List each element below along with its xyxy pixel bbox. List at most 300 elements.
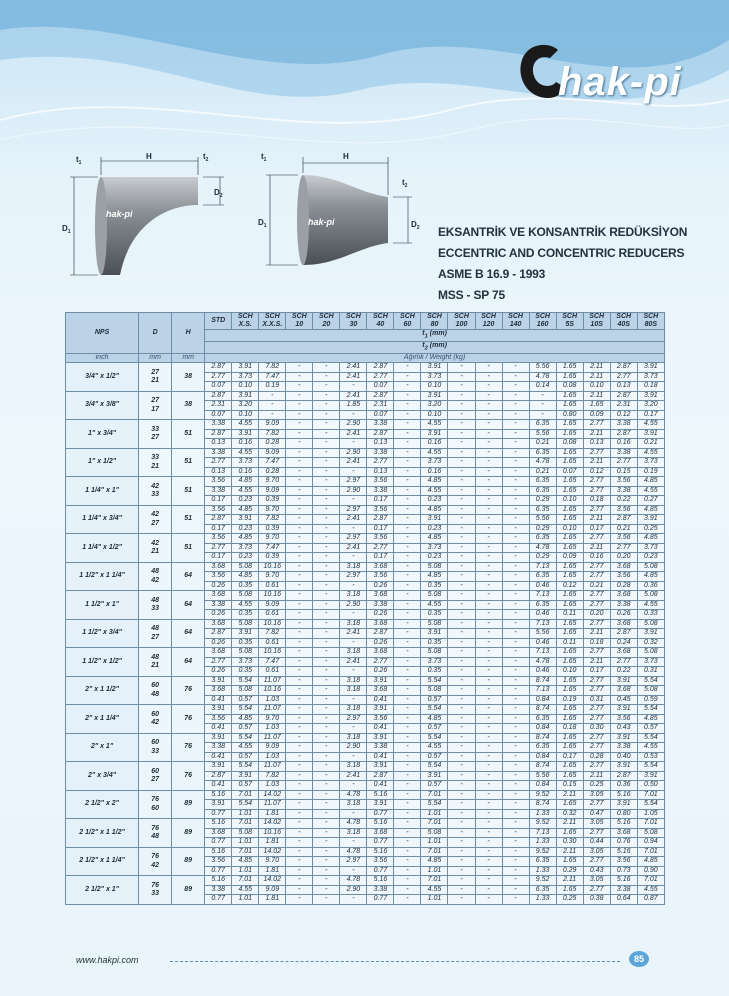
cell-d bbox=[139, 648, 172, 677]
heading-english: ECCENTRIC AND CONCENTRIC REDUCERS bbox=[438, 246, 685, 260]
cell-value: 3.91 bbox=[610, 733, 637, 743]
table-row bbox=[66, 363, 665, 373]
cell-value: 4.85 bbox=[637, 572, 664, 582]
cell-value: 0.11 bbox=[556, 610, 583, 620]
cell-value: 0.29 bbox=[529, 496, 556, 506]
cell-value: - bbox=[502, 733, 529, 743]
cell-value: 0.35 bbox=[232, 667, 259, 677]
cell-value: - bbox=[475, 543, 502, 553]
cell-value: - bbox=[394, 543, 421, 553]
cell-value: - bbox=[340, 809, 367, 819]
cell-value: 0.77 bbox=[205, 838, 232, 848]
cell-value: 2.77 bbox=[583, 591, 610, 601]
cell-value: 0.25 bbox=[583, 781, 610, 791]
cell-value: 3.68 bbox=[367, 562, 394, 572]
cell-value: 3.68 bbox=[610, 648, 637, 658]
cell-value: - bbox=[394, 591, 421, 601]
cell-value: 2.97 bbox=[340, 505, 367, 515]
cell-nps: 2 1/2" x 2" bbox=[66, 790, 139, 819]
cell-value: 5.16 bbox=[205, 847, 232, 857]
cell-value: 0.38 bbox=[583, 895, 610, 905]
cell-value: - bbox=[529, 410, 556, 420]
cell-value: 3.38 bbox=[610, 885, 637, 895]
cell-value: 4.85 bbox=[421, 857, 448, 867]
header-schedule bbox=[313, 313, 340, 330]
cell-value: - bbox=[475, 458, 502, 468]
cell-value: 14.02 bbox=[259, 876, 286, 886]
cell-value: 5.16 bbox=[610, 847, 637, 857]
cell-value: 3.18 bbox=[340, 733, 367, 743]
cell-value: 0.57 bbox=[421, 781, 448, 791]
cell-value: 0.25 bbox=[637, 524, 664, 534]
cell-value: - bbox=[502, 638, 529, 648]
cell-value: 0.17 bbox=[583, 667, 610, 677]
cell-value: 3.18 bbox=[340, 800, 367, 810]
cell-value: 5.08 bbox=[637, 591, 664, 601]
cell-value: 2.77 bbox=[583, 828, 610, 838]
cell-value: 4.55 bbox=[421, 486, 448, 496]
cell-value: 2.77 bbox=[583, 486, 610, 496]
cell-value: 2.41 bbox=[340, 372, 367, 382]
cell-value: - bbox=[394, 724, 421, 734]
cell-value: - bbox=[340, 895, 367, 905]
cell-value: - bbox=[286, 591, 313, 601]
cell-value: 1.65 bbox=[556, 591, 583, 601]
cell-value: 0.28 bbox=[259, 467, 286, 477]
cell-value: - bbox=[475, 847, 502, 857]
cell-h: 51 bbox=[172, 448, 205, 477]
cell-value: - bbox=[313, 809, 340, 819]
cell-value: 7.47 bbox=[259, 543, 286, 553]
cell-value: - bbox=[340, 667, 367, 677]
eccentric-reducer-body bbox=[101, 177, 198, 275]
cell-value: - bbox=[313, 439, 340, 449]
cell-value: 6.35 bbox=[529, 505, 556, 515]
cell-value: - bbox=[286, 477, 313, 487]
cell-value: 3.56 bbox=[205, 572, 232, 582]
header-h: H bbox=[172, 313, 205, 354]
footer-website-link[interactable]: www.hakpi.com bbox=[76, 955, 139, 965]
cell-value: 3.91 bbox=[610, 676, 637, 686]
cell-value: 5.08 bbox=[421, 828, 448, 838]
cell-value: - bbox=[313, 686, 340, 696]
cell-value: 0.07 bbox=[367, 382, 394, 392]
cell-value: 3.68 bbox=[610, 828, 637, 838]
cell-value: 1.65 bbox=[556, 629, 583, 639]
cell-value: - bbox=[394, 667, 421, 677]
cell-value: 2.77 bbox=[367, 657, 394, 667]
cell-value: 3.73 bbox=[232, 372, 259, 382]
cell-value: - bbox=[448, 667, 475, 677]
cell-value: - bbox=[394, 534, 421, 544]
cell-value: 5.54 bbox=[421, 800, 448, 810]
cell-value: 0.41 bbox=[367, 752, 394, 762]
cell-value: - bbox=[502, 790, 529, 800]
cell-value: 3.56 bbox=[610, 534, 637, 544]
cell-value: 0.18 bbox=[556, 724, 583, 734]
cell-value: 1.65 bbox=[556, 714, 583, 724]
cell-value: 6.35 bbox=[529, 600, 556, 610]
cell-h: 64 bbox=[172, 591, 205, 620]
cell-value: - bbox=[448, 448, 475, 458]
cell-value: 3.91 bbox=[205, 733, 232, 743]
cell-value: - bbox=[448, 629, 475, 639]
cell-value: 1.65 bbox=[556, 648, 583, 658]
cell-value: - bbox=[286, 467, 313, 477]
cell-value: 0.46 bbox=[529, 581, 556, 591]
cell-value: 0.61 bbox=[259, 667, 286, 677]
cell-value: 5.54 bbox=[421, 705, 448, 715]
svg-text:t1 bbox=[261, 152, 267, 163]
header-schedule bbox=[394, 313, 421, 330]
cell-value: - bbox=[394, 429, 421, 439]
cell-value: - bbox=[502, 515, 529, 525]
cell-value: - bbox=[286, 629, 313, 639]
schedule-label: SCH bbox=[237, 313, 253, 320]
cell-value: - bbox=[502, 363, 529, 373]
dim-label-h-1: H bbox=[146, 152, 152, 161]
cell-value: - bbox=[394, 752, 421, 762]
cell-value: 0.17 bbox=[637, 410, 664, 420]
cell-value: 2.97 bbox=[340, 857, 367, 867]
cell-value: 0.46 bbox=[529, 667, 556, 677]
cell-value: - bbox=[286, 572, 313, 582]
cell-value: 1.65 bbox=[556, 477, 583, 487]
table-row bbox=[66, 534, 665, 544]
cell-value: 3.56 bbox=[610, 572, 637, 582]
cell-value: 5.54 bbox=[637, 705, 664, 715]
cell-value: - bbox=[394, 496, 421, 506]
cell-value: 3.68 bbox=[367, 648, 394, 658]
cell-value: 3.73 bbox=[421, 458, 448, 468]
page-number-badge: 85 bbox=[629, 951, 649, 967]
cell-value: 9.70 bbox=[259, 505, 286, 515]
cell-value: 3.38 bbox=[205, 448, 232, 458]
cell-value: 0.12 bbox=[610, 410, 637, 420]
cell-value: - bbox=[502, 553, 529, 563]
cell-value: - bbox=[286, 686, 313, 696]
brand-name: hak-pi bbox=[558, 60, 682, 104]
schedule-value: 40S bbox=[617, 321, 630, 328]
cell-value: - bbox=[394, 686, 421, 696]
cell-value: - bbox=[313, 382, 340, 392]
dim-sub-t2-2: 2 bbox=[404, 183, 408, 189]
cell-value: - bbox=[340, 752, 367, 762]
cell-value: - bbox=[340, 581, 367, 591]
cell-value: 1.03 bbox=[259, 781, 286, 791]
cell-value: 4.55 bbox=[637, 486, 664, 496]
cell-value: - bbox=[448, 714, 475, 724]
cell-d bbox=[139, 733, 172, 762]
cell-value: 3.91 bbox=[232, 429, 259, 439]
cell-value: 5.16 bbox=[367, 847, 394, 857]
cell-value: 2.77 bbox=[205, 543, 232, 553]
cell-d1: 48 bbox=[151, 653, 160, 661]
cell-value: - bbox=[286, 724, 313, 734]
cell-d2: 33 bbox=[151, 605, 160, 613]
cell-value: - bbox=[448, 648, 475, 658]
cell-value: 3.56 bbox=[367, 534, 394, 544]
cell-value: 3.91 bbox=[232, 771, 259, 781]
cell-value: 2.77 bbox=[583, 505, 610, 515]
cell-value: 0.61 bbox=[259, 581, 286, 591]
cell-value: - bbox=[502, 610, 529, 620]
cell-value: 2.77 bbox=[610, 372, 637, 382]
cell-h: 89 bbox=[172, 847, 205, 876]
svg-text:H bbox=[146, 152, 152, 161]
cell-value: 3.91 bbox=[421, 429, 448, 439]
cell-value: 2.77 bbox=[205, 372, 232, 382]
cell-value: - bbox=[448, 619, 475, 629]
cell-value: 0.35 bbox=[421, 667, 448, 677]
cell-d1: 48 bbox=[151, 596, 160, 604]
cell-value: - bbox=[502, 448, 529, 458]
schedule-value: X.X.S. bbox=[262, 321, 283, 328]
dim-label-d2-1: D bbox=[214, 188, 220, 197]
cell-value: 3.38 bbox=[610, 486, 637, 496]
header-d: D bbox=[139, 313, 172, 354]
cell-value: 3.05 bbox=[583, 819, 610, 829]
cell-value: 3.73 bbox=[232, 543, 259, 553]
cell-value: 1.33 bbox=[529, 866, 556, 876]
cell-value: 9.09 bbox=[259, 448, 286, 458]
cell-value: 0.16 bbox=[232, 467, 259, 477]
cell-value: 5.08 bbox=[421, 686, 448, 696]
cell-value: 9.70 bbox=[259, 572, 286, 582]
cell-value: 9.70 bbox=[259, 534, 286, 544]
cell-value: 4.55 bbox=[232, 420, 259, 430]
cell-value: 1.65 bbox=[556, 657, 583, 667]
cell-value: - bbox=[502, 543, 529, 553]
cell-d bbox=[139, 619, 172, 648]
cell-value: 5.08 bbox=[232, 591, 259, 601]
cell-value: - bbox=[502, 866, 529, 876]
cell-value: 1.33 bbox=[529, 809, 556, 819]
cell-value: 0.77 bbox=[367, 809, 394, 819]
cell-value: 4.55 bbox=[637, 885, 664, 895]
cell-value: 3.68 bbox=[205, 562, 232, 572]
cell-value: 3.91 bbox=[610, 705, 637, 715]
cell-value: 0.26 bbox=[205, 638, 232, 648]
cell-value: - bbox=[340, 467, 367, 477]
cell-value: - bbox=[313, 800, 340, 810]
cell-value: - bbox=[502, 800, 529, 810]
cell-value: 1.65 bbox=[556, 733, 583, 743]
cell-value: 0.23 bbox=[232, 553, 259, 563]
cell-value: - bbox=[313, 391, 340, 401]
cell-value: 2.41 bbox=[340, 515, 367, 525]
cell-nps: 2" x 1 1/2" bbox=[66, 676, 139, 705]
cell-value: 8.74 bbox=[529, 762, 556, 772]
cell-value: 0.14 bbox=[529, 382, 556, 392]
cell-value: 3.38 bbox=[367, 743, 394, 753]
schedule-label: SCH bbox=[454, 313, 469, 320]
table-row bbox=[66, 591, 665, 601]
cell-value: 4.78 bbox=[529, 657, 556, 667]
cell-value: - bbox=[313, 372, 340, 382]
cell-value: 2.41 bbox=[340, 543, 367, 553]
cell-value: 1.01 bbox=[421, 866, 448, 876]
cell-value: - bbox=[448, 372, 475, 382]
cell-value: 5.16 bbox=[367, 819, 394, 829]
table-row bbox=[66, 790, 665, 800]
cell-value: - bbox=[286, 401, 313, 411]
cell-value: 4.85 bbox=[421, 534, 448, 544]
cell-value: 0.53 bbox=[637, 752, 664, 762]
cell-h: 89 bbox=[172, 819, 205, 848]
cell-value: - bbox=[475, 838, 502, 848]
cell-value: 3.91 bbox=[421, 629, 448, 639]
cell-value: 0.77 bbox=[367, 895, 394, 905]
cell-nps: 1 1/2" x 1" bbox=[66, 591, 139, 620]
svg-text:D2 bbox=[411, 220, 420, 231]
cell-value: 5.16 bbox=[610, 876, 637, 886]
cell-value: - bbox=[394, 676, 421, 686]
heading-turkish: EKSANTRİK VE KONSANTRİK REDÜKSİYON bbox=[438, 225, 688, 239]
cell-value: 7.01 bbox=[232, 819, 259, 829]
cell-value: 2.87 bbox=[610, 771, 637, 781]
cell-value: 2.11 bbox=[583, 372, 610, 382]
cell-value: 9.70 bbox=[259, 714, 286, 724]
cell-value: - bbox=[394, 372, 421, 382]
cell-value: - bbox=[394, 629, 421, 639]
cell-value: 3.18 bbox=[340, 828, 367, 838]
cell-d2: 33 bbox=[151, 890, 160, 898]
cell-h: 89 bbox=[172, 876, 205, 905]
cell-value: - bbox=[475, 515, 502, 525]
cell-value: 0.30 bbox=[556, 838, 583, 848]
cell-value: 0.15 bbox=[610, 467, 637, 477]
cell-value: 3.18 bbox=[340, 705, 367, 715]
cell-value: 4.78 bbox=[340, 819, 367, 829]
cell-value: 3.91 bbox=[421, 391, 448, 401]
cell-value: 4.85 bbox=[232, 477, 259, 487]
cell-value: 5.54 bbox=[232, 800, 259, 810]
cell-value: - bbox=[502, 705, 529, 715]
schedule-label: SCH bbox=[318, 313, 334, 320]
cell-value: 2.87 bbox=[367, 771, 394, 781]
cell-value: 2.87 bbox=[610, 391, 637, 401]
header-t1-subscript: 1 bbox=[424, 333, 428, 340]
cell-d1: 60 bbox=[151, 767, 160, 775]
cell-value: - bbox=[475, 657, 502, 667]
cell-value: 0.21 bbox=[529, 467, 556, 477]
cell-value: 2.87 bbox=[205, 363, 232, 373]
schedule-value: 80 bbox=[430, 321, 439, 328]
dim-label-t2-2: t bbox=[402, 178, 405, 187]
cell-value: - bbox=[502, 534, 529, 544]
cell-d2: 17 bbox=[151, 405, 160, 413]
cell-value: 0.41 bbox=[205, 781, 232, 791]
cell-d1: 27 bbox=[151, 368, 160, 376]
cell-value: 5.54 bbox=[637, 676, 664, 686]
cell-value: - bbox=[340, 838, 367, 848]
cell-value: 0.24 bbox=[610, 638, 637, 648]
cell-value: - bbox=[502, 420, 529, 430]
cell-value: 6.35 bbox=[529, 486, 556, 496]
cell-value: - bbox=[394, 762, 421, 772]
cell-value: 4.85 bbox=[637, 714, 664, 724]
cell-value: 1.65 bbox=[556, 572, 583, 582]
cell-value: 1.65 bbox=[556, 363, 583, 373]
cell-value: 2.77 bbox=[610, 657, 637, 667]
schedule-value: X.S. bbox=[238, 321, 252, 328]
schedule-label: SCH bbox=[264, 313, 280, 320]
cell-value: - bbox=[286, 391, 313, 401]
cell-value: - bbox=[286, 515, 313, 525]
cell-value: - bbox=[475, 705, 502, 715]
cell-value: 4.85 bbox=[421, 714, 448, 724]
cell-value: 4.55 bbox=[421, 600, 448, 610]
cell-value: 2.87 bbox=[610, 629, 637, 639]
cell-value: 2.87 bbox=[367, 363, 394, 373]
cell-value: - bbox=[286, 895, 313, 905]
cell-d bbox=[139, 790, 172, 819]
cell-value: 3.18 bbox=[340, 562, 367, 572]
cell-value: - bbox=[502, 372, 529, 382]
cell-value: 0.61 bbox=[259, 638, 286, 648]
cell-value: 3.73 bbox=[232, 657, 259, 667]
cell-value: 0.32 bbox=[556, 809, 583, 819]
cell-value: 2.97 bbox=[340, 477, 367, 487]
header-t1 bbox=[205, 330, 665, 342]
cell-value: 0.31 bbox=[637, 667, 664, 677]
cell-value: - bbox=[394, 733, 421, 743]
cell-value: - bbox=[394, 695, 421, 705]
cell-value: - bbox=[502, 771, 529, 781]
cell-value: - bbox=[394, 638, 421, 648]
cell-value: 0.35 bbox=[232, 581, 259, 591]
cell-value: - bbox=[448, 752, 475, 762]
cell-value: 3.91 bbox=[205, 676, 232, 686]
cell-value: - bbox=[502, 382, 529, 392]
cell-value: - bbox=[448, 686, 475, 696]
cell-value: 0.46 bbox=[529, 638, 556, 648]
cell-value: - bbox=[286, 819, 313, 829]
cell-value: - bbox=[475, 895, 502, 905]
cell-value: 6.35 bbox=[529, 420, 556, 430]
cell-value: 0.13 bbox=[367, 467, 394, 477]
cell-value: 0.17 bbox=[205, 524, 232, 534]
cell-d2: 27 bbox=[151, 633, 160, 641]
cell-value: 1.65 bbox=[556, 391, 583, 401]
cell-value: 1.65 bbox=[583, 401, 610, 411]
cell-value: - bbox=[340, 524, 367, 534]
cell-value: 8.74 bbox=[529, 800, 556, 810]
cell-value: - bbox=[286, 420, 313, 430]
cell-d2: 48 bbox=[151, 690, 160, 698]
cell-value: 3.73 bbox=[637, 372, 664, 382]
cell-value: - bbox=[286, 410, 313, 420]
cell-value: 3.91 bbox=[205, 800, 232, 810]
cell-value: - bbox=[313, 496, 340, 506]
product-headings bbox=[438, 222, 687, 306]
cell-value: 7.01 bbox=[421, 819, 448, 829]
cell-value: 0.18 bbox=[583, 496, 610, 506]
cell-value: 0.87 bbox=[637, 895, 664, 905]
cell-value: 2.87 bbox=[610, 363, 637, 373]
cell-value: - bbox=[502, 648, 529, 658]
cell-value: - bbox=[286, 752, 313, 762]
cell-value: 0.08 bbox=[556, 382, 583, 392]
cell-value: - bbox=[448, 657, 475, 667]
header-schedule bbox=[448, 313, 475, 330]
dim-label-d1-1: D bbox=[62, 224, 68, 233]
cell-value: 10.16 bbox=[259, 562, 286, 572]
cell-value: - bbox=[448, 610, 475, 620]
cell-value: 3.91 bbox=[610, 800, 637, 810]
cell-value: 3.91 bbox=[421, 771, 448, 781]
